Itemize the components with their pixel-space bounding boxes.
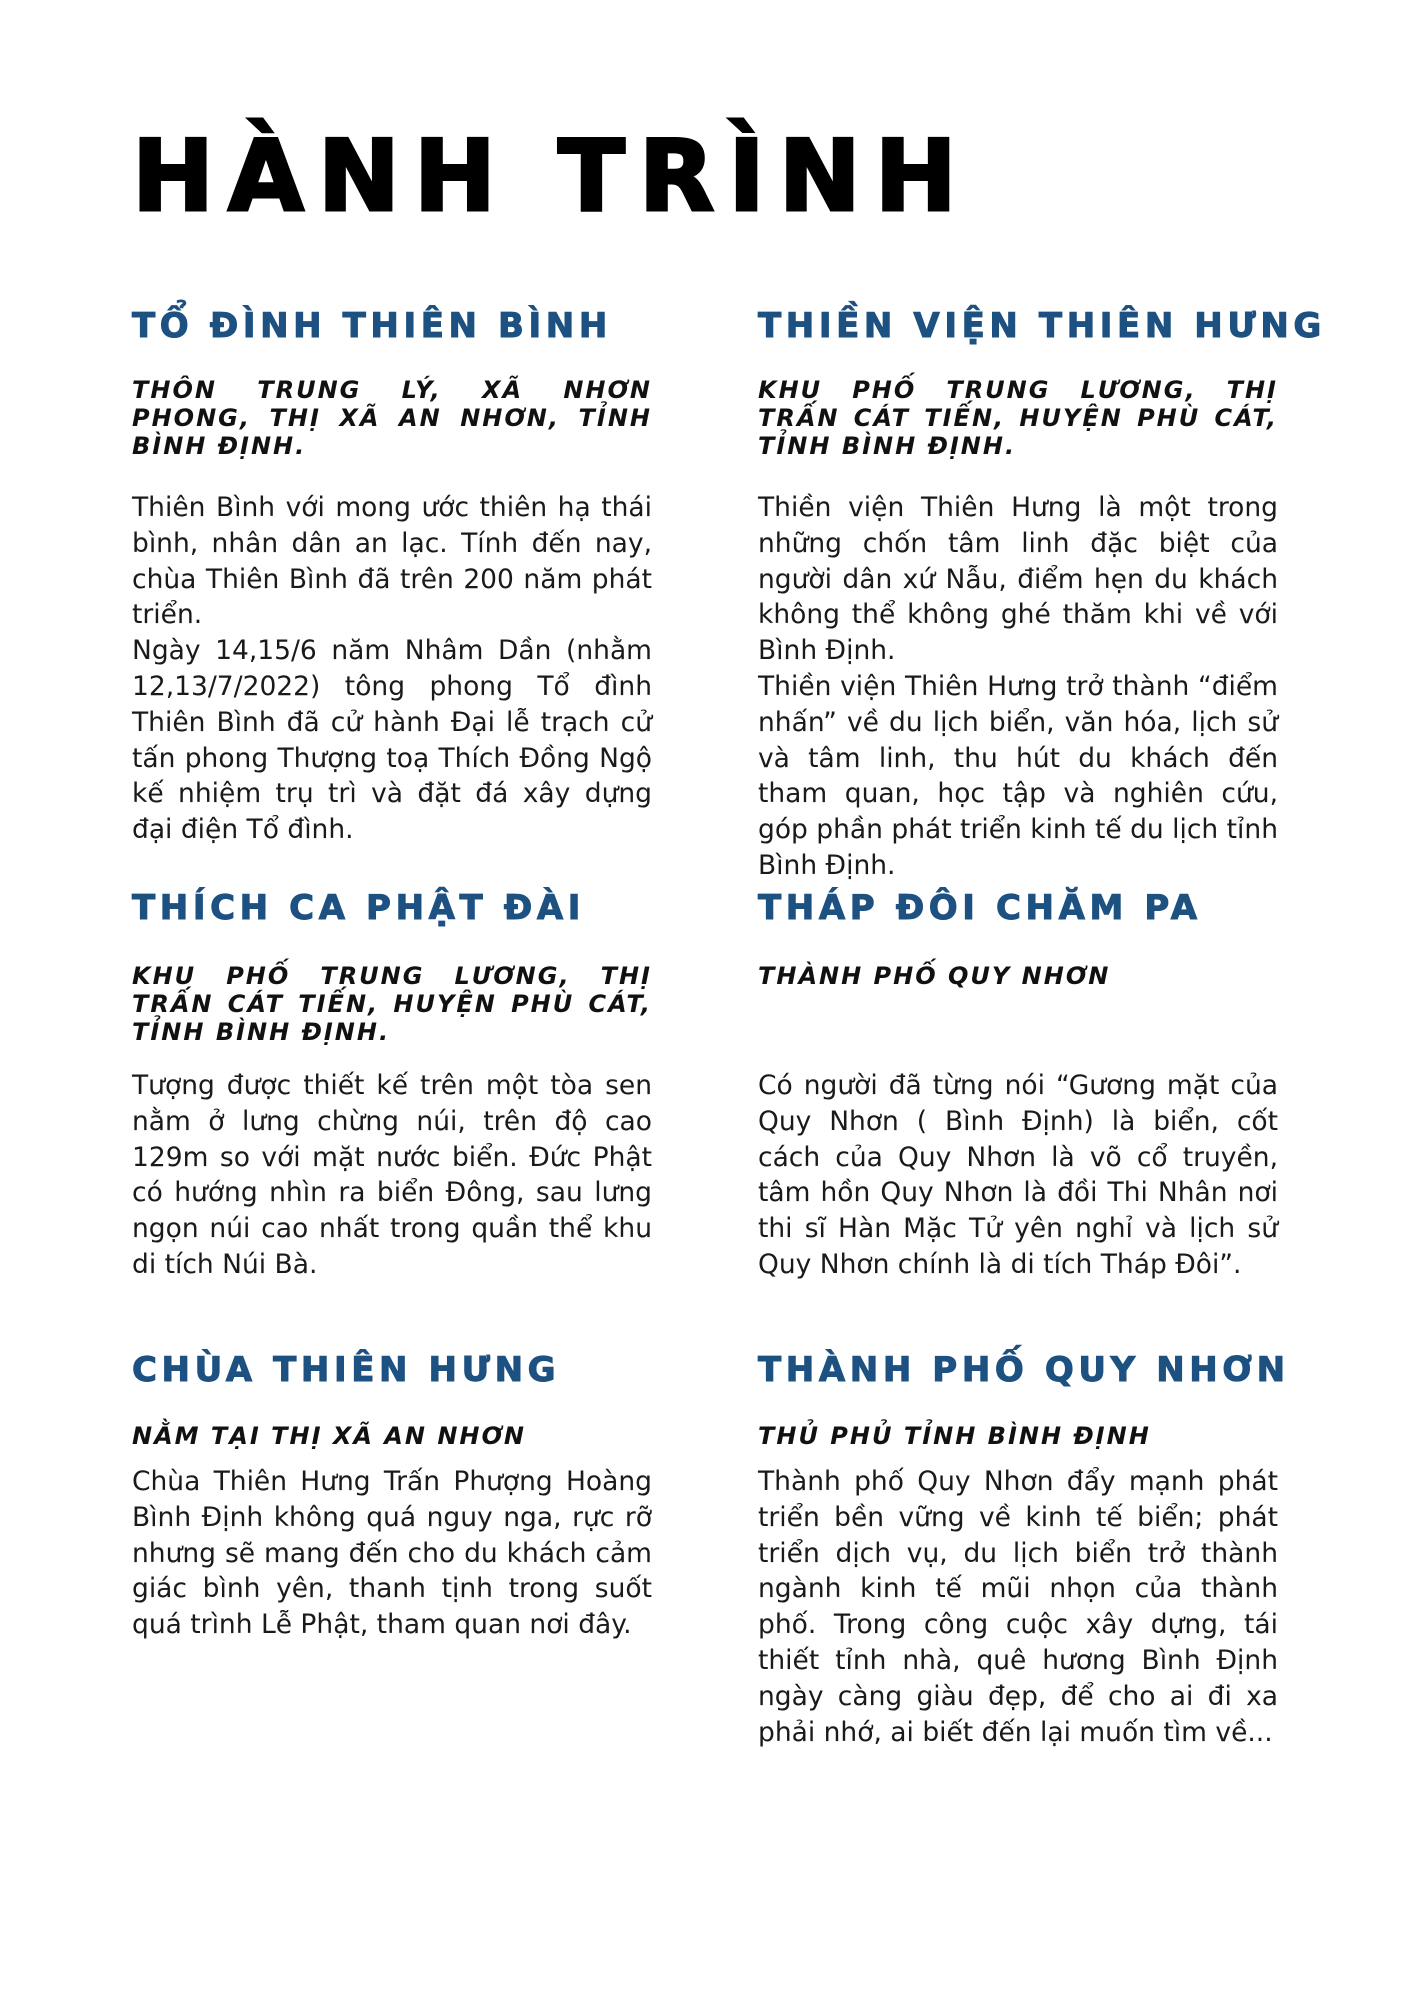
section-heading: TỔ ĐÌNH THIÊN BÌNH [132, 306, 612, 346]
body-paragraph: Tượng được thiết kế trên một tòa sen nằm ở lưng chừng núi, trên độ cao 129m so với mặt nước biển. Đức Phật có hướng nhìn ra biển Đông, sau lưng ngọn núi cao nhất trong quần thể khu di tích Núi Bà. [132, 1070, 652, 1280]
body-paragraph: Thiền viện Thiên Hưng trở thành “điểm nhấn” về du lịch biển, văn hóa, lịch sử và tâm linh, thu hút du khách đến tham quan, học tập và nghiên cứu, góp phần phát triển kinh tế du lịch tỉnh Bình Định. [758, 670, 1278, 881]
section-body [758, 1068, 1278, 1283]
section-heading: CHÙA THIÊN HƯNG [132, 1350, 561, 1390]
section-heading: THÍCH CA PHẬT ĐÀI [132, 888, 586, 928]
section-heading: THIỀN VIỆN THIÊN HƯNG [758, 306, 1326, 346]
section-heading: THÁP ĐÔI CHĂM PA [758, 888, 1202, 928]
section-body [758, 1464, 1278, 1750]
body-paragraph: Thiên Bình với mong ước thiên hạ thái bình, nhân dân an lạc. Tính đến nay, chùa Thiên Bình đã trên 200 năm phát triển. [132, 492, 652, 631]
section-body [132, 1068, 652, 1283]
body-paragraph: Có người đã từng nói “Gương mặt của Quy Nhơn ( Bình Định) là biển, cốt cách của Quy Nhơn là võ cổ truyền, tâm hồn Quy Nhơn là đồi Thi Nhân nơi thi sĩ Hàn Mặc Tử yên nghỉ và lịch sử Quy Nhơn chính là di tích Tháp Đôi”. [758, 1070, 1278, 1280]
section-body [132, 1464, 652, 1643]
section-body [758, 490, 1278, 884]
body-paragraph: Thành phố Quy Nhơn đẩy mạnh phát triển bền vững về kinh tế biển; phát triển dịch vụ, du lịch biển trở thành ngành kinh tế mũi nhọn của thành phố. Trong công cuộc xây dựng, tái thiết tỉnh nhà, quê hương Bình Định ngày càng giàu đẹp, để cho ai đi xa phải nhớ, ai biết đến lại muốn tìm về... [758, 1466, 1278, 1748]
section-subheading: THỦ PHỦ TỈNH BÌNH ĐỊNH [758, 1422, 1151, 1450]
section-subheading: NẰM TẠI THỊ XÃ AN NHƠN [132, 1422, 526, 1450]
body-paragraph: Thiền viện Thiên Hưng là một trong những chốn tâm linh đặc biệt của người dân xứ Nẫu, điểm hẹn du khách không thể không ghé thăm khi về với Bình Định. [758, 492, 1278, 667]
section-heading: THÀNH PHỐ QUY NHƠN [758, 1350, 1290, 1390]
section-subheading: KHU PHỐ TRUNG LƯƠNG, THỊ TRẤN CÁT TIẾN, HUYỆN PHÙ CÁT, TỈNH BÌNH ĐỊNH. [132, 962, 652, 1046]
body-paragraph: Ngày 14,15/6 năm Nhâm Dần (nhằm 12,13/7/2022) tông phong Tổ đình Thiên Bình đã cử hành Đại lễ trạch cử tấn phong Thượng toạ Thích Đồng Ngộ kế nhiệm trụ trì và đặt đá xây dựng đại điện Tổ đình. [132, 635, 652, 846]
section-subheading: KHU PHỐ TRUNG LƯƠNG, THỊ TRẤN CÁT TIẾN, HUYỆN PHÙ CÁT, TỈNH BÌNH ĐỊNH. [758, 376, 1278, 460]
section-body [132, 490, 652, 848]
body-paragraph: Chùa Thiên Hưng Trấn Phượng Hoàng Bình Định không quá nguy nga, rực rỡ nhưng sẽ mang đến cho du khách cảm giác bình yên, thanh tịnh trong suốt quá trình Lễ Phật, tham quan nơi đây. [132, 1466, 652, 1641]
section-subheading: THÔN TRUNG LÝ, XÃ NHƠN PHONG, THỊ XÃ AN NHƠN, TỈNH BÌNH ĐỊNH. [132, 376, 652, 460]
section-subheading: THÀNH PHỐ QUY NHƠN [758, 962, 1111, 990]
page-title: HÀNH TRÌNH [132, 120, 971, 234]
